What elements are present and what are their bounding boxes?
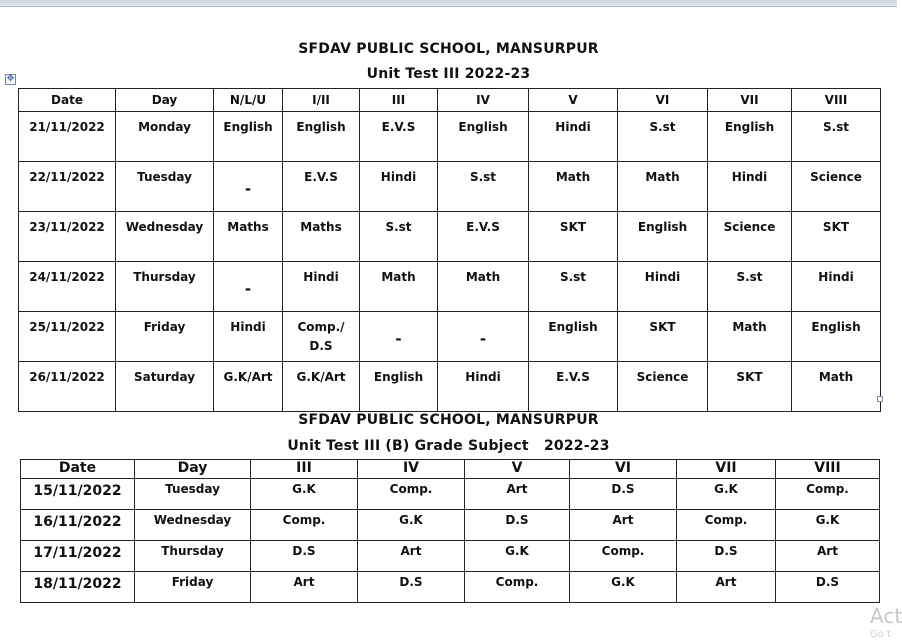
subject-cell: Hindi [618, 262, 708, 312]
subject-cell: S.st [438, 162, 529, 212]
subject-cell: Math [708, 312, 792, 362]
activation-watermark: Act [870, 604, 902, 628]
subject-cell: G.K [465, 541, 570, 572]
unit-test-timetable [18, 88, 881, 412]
subject-cell: Hindi [529, 112, 618, 162]
subject-cell: S.st [792, 112, 881, 162]
subject-cell: Art [570, 510, 677, 541]
header-cell: III [360, 89, 438, 112]
header-cell: V [529, 89, 618, 112]
subject-cell: English [283, 112, 360, 162]
subject-cell: G.K [251, 479, 358, 510]
subject-cell: Comp. [358, 479, 465, 510]
date-cell: 18/11/2022 [21, 572, 135, 603]
subject-cell: G.K [570, 572, 677, 603]
table-row [19, 212, 881, 262]
subject-cell: S.st [708, 262, 792, 312]
school-name-heading-2: SFDAV PUBLIC SCHOOL, MANSURPUR [298, 412, 599, 428]
header-cell: N/L/U [214, 89, 283, 112]
date-cell: 24/11/2022 [19, 262, 116, 312]
subject-cell: Comp. [776, 479, 880, 510]
header-cell: VIII [776, 460, 880, 479]
school-name-heading: SFDAV PUBLIC SCHOOL, MANSURPUR [298, 41, 599, 57]
header-cell: IV [358, 460, 465, 479]
subject-cell: Math [792, 362, 881, 412]
subject-cell: Science [708, 212, 792, 262]
date-cell: 26/11/2022 [19, 362, 116, 412]
subject-cell: Science [792, 162, 881, 212]
day-cell: Friday [135, 572, 251, 603]
subject-cell: Maths [214, 212, 283, 262]
subject-cell: - [214, 262, 283, 312]
subject-cell: Comp. [251, 510, 358, 541]
header-cell: VII [677, 460, 776, 479]
subject-cell: Hindi [283, 262, 360, 312]
subject-cell: D.S [251, 541, 358, 572]
subject-cell: Art [251, 572, 358, 603]
subject-cell: Art [358, 541, 465, 572]
date-cell: 15/11/2022 [21, 479, 135, 510]
subject-cell: D.S [776, 572, 880, 603]
table-row [19, 262, 881, 312]
subject-cell: SKT [529, 212, 618, 262]
table-row [21, 479, 880, 510]
subject-cell: English [792, 312, 881, 362]
subject-cell: English [529, 312, 618, 362]
subject-cell: G.K [358, 510, 465, 541]
subject-cell: E.V.S [529, 362, 618, 412]
header-cell: VIII [792, 89, 881, 112]
subject-cell: Math [360, 262, 438, 312]
day-cell: Tuesday [135, 479, 251, 510]
subject-cell: E.V.S [283, 162, 360, 212]
subject-cell: Math [438, 262, 529, 312]
grade-subject-title: Unit Test III (B) Grade Subject 2022-23 [287, 438, 610, 454]
subject-cell: - [214, 162, 283, 212]
window-top-bar [0, 0, 897, 7]
date-cell: 16/11/2022 [21, 510, 135, 541]
date-cell: 25/11/2022 [19, 312, 116, 362]
table-row [21, 572, 880, 603]
subject-cell: D.S [358, 572, 465, 603]
day-cell: Friday [116, 312, 214, 362]
header-cell: Day [116, 89, 214, 112]
subject-cell: D.S [465, 510, 570, 541]
day-cell: Thursday [135, 541, 251, 572]
subject-cell: English [618, 212, 708, 262]
subject-cell: G.K/Art [283, 362, 360, 412]
header-cell: V [465, 460, 570, 479]
header-cell: Date [21, 460, 135, 479]
header-cell: I/II [283, 89, 360, 112]
subject-cell: Hindi [708, 162, 792, 212]
subject-cell: English [214, 112, 283, 162]
date-cell: 17/11/2022 [21, 541, 135, 572]
subject-cell: Hindi [438, 362, 529, 412]
table-row [21, 541, 880, 572]
table-header-row [19, 89, 881, 112]
grade-subject-timetable [20, 459, 880, 603]
subject-cell: English [360, 362, 438, 412]
subject-cell: SKT [618, 312, 708, 362]
subject-cell: Math [529, 162, 618, 212]
subject-cell: G.K [776, 510, 880, 541]
header-cell: VI [570, 460, 677, 479]
header-cell: VI [618, 89, 708, 112]
table-move-handle-icon[interactable]: ✥ [6, 74, 15, 84]
table-header-row [21, 460, 880, 479]
table-row [19, 312, 881, 362]
date-cell: 23/11/2022 [19, 212, 116, 262]
subject-cell: Art [776, 541, 880, 572]
header-cell: VII [708, 89, 792, 112]
subject-cell: Comp. [677, 510, 776, 541]
subject-cell: SKT [708, 362, 792, 412]
header-cell: Day [135, 460, 251, 479]
day-cell: Wednesday [135, 510, 251, 541]
subject-cell: E.V.S [438, 212, 529, 262]
table-row [19, 112, 881, 162]
header-cell: III [251, 460, 358, 479]
subject-cell: S.st [360, 212, 438, 262]
subject-cell: Comp./ D.S [283, 312, 360, 362]
subject-cell: Hindi [792, 262, 881, 312]
header-cell: IV [438, 89, 529, 112]
subject-cell: Math [618, 162, 708, 212]
subject-cell: SKT [792, 212, 881, 262]
subject-cell: S.st [529, 262, 618, 312]
table-resize-handle[interactable] [877, 396, 883, 402]
unit-test-title: Unit Test III 2022-23 [366, 66, 531, 82]
table-row [21, 510, 880, 541]
subject-cell: S.st [618, 112, 708, 162]
table-row [19, 162, 881, 212]
subject-cell: G.K/Art [214, 362, 283, 412]
day-cell: Thursday [116, 262, 214, 312]
subject-cell: G.K [677, 479, 776, 510]
subject-cell: English [438, 112, 529, 162]
activation-watermark-sub: Go t [870, 629, 891, 640]
subject-cell: Art [677, 572, 776, 603]
subject-cell: Hindi [214, 312, 283, 362]
date-cell: 21/11/2022 [19, 112, 116, 162]
day-cell: Wednesday [116, 212, 214, 262]
date-cell: 22/11/2022 [19, 162, 116, 212]
subject-cell: D.S [677, 541, 776, 572]
day-cell: Saturday [116, 362, 214, 412]
subject-cell: E.V.S [360, 112, 438, 162]
day-cell: Tuesday [116, 162, 214, 212]
subject-cell: Science [618, 362, 708, 412]
subject-cell: Art [465, 479, 570, 510]
subject-cell: - [438, 312, 529, 362]
subject-cell: English [708, 112, 792, 162]
subject-cell: Hindi [360, 162, 438, 212]
header-cell: Date [19, 89, 116, 112]
day-cell: Monday [116, 112, 214, 162]
table-row [19, 362, 881, 412]
subject-cell: Comp. [465, 572, 570, 603]
subject-cell: Comp. [570, 541, 677, 572]
subject-cell: - [360, 312, 438, 362]
subject-cell: Maths [283, 212, 360, 262]
subject-cell: D.S [570, 479, 677, 510]
